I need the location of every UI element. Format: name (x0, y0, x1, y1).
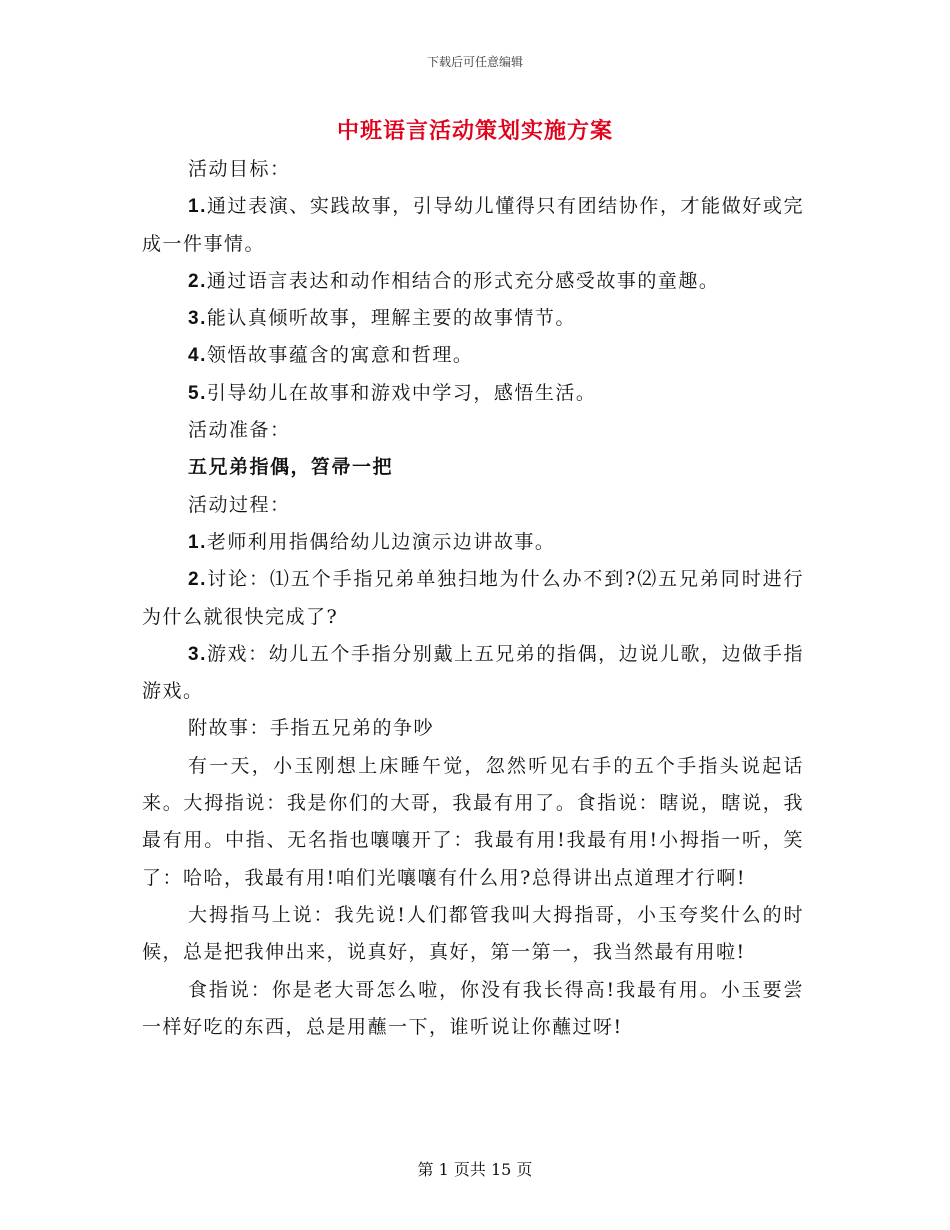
paragraph-goal-3 (142, 300, 804, 337)
paragraph-text: 有一天，小玉刚想上床睡午觉，忽然听见右手的五个手指头说起话来。大拇指说：我是你们的大哥，我最有用了。食指说：瞎说，瞎说，我最有用。中指、无名指也嚷嚷开了：我最有用!我最有用!小拇指一听，笑了：哈哈，我最有用!咱们光嚷嚷有什么用?总得讲出点道理才行啊! (142, 754, 804, 889)
paragraph-step-2 (142, 561, 804, 636)
paragraph-process-heading (142, 487, 804, 524)
paragraph-text: 领悟故事蕴含的寓意和哲理。 (206, 344, 474, 367)
paragraph-number: 5. (188, 382, 207, 404)
paragraph-goal-4 (142, 337, 804, 374)
paragraph-goal-1 (142, 188, 804, 263)
paragraph-text: 游戏：幼儿五个手指分别戴上五兄弟的指偶，边说儿歌，边做手指游戏。 (142, 642, 804, 703)
paragraph-text: 通过表演、实践故事，引导幼儿懂得只有团结协作，才能做好或完成一件事情。 (142, 195, 804, 255)
paragraph-number: 2. (188, 270, 207, 292)
paragraph-goal-2 (142, 263, 804, 300)
paragraph-text: 讨论：⑴五个手指兄弟单独扫地为什么办不到?⑵五兄弟同时进行为什么就很快完成了? (142, 568, 804, 628)
paragraph-text: 活动目标： (188, 158, 291, 180)
paragraph-text: 大拇指马上说：我先说!人们都管我叫大拇指哥，小玉夸奖什么的时候，总是把我伸出来，说真好，真好，第一第一，我当然最有用啦! (142, 903, 804, 964)
paragraph-story-2 (142, 897, 804, 972)
paragraph-text: 五兄弟指偶，笤帚一把 (188, 456, 394, 479)
paragraph-text: 活动准备： (188, 419, 291, 442)
paragraph-text: 附故事：手指五兄弟的争吵 (188, 717, 435, 740)
paragraph-preparation-heading (142, 412, 804, 449)
paragraph-goal-5 (142, 375, 804, 412)
paragraph-text: 通过语言表达和动作相结合的形式充分感受故事的童趣。 (206, 269, 720, 292)
document-body (142, 151, 804, 1046)
paragraph-text: 活动过程： (188, 493, 291, 516)
paragraph-step-1 (142, 524, 804, 561)
paragraph-step-3 (142, 636, 804, 711)
paragraph-materials (142, 449, 804, 486)
paragraph-story-1 (142, 748, 804, 897)
paragraph-number: 3. (188, 643, 207, 665)
paragraph-number: 3. (188, 308, 207, 330)
page-footer: 第 1 页共 15 页 (417, 1160, 533, 1179)
paragraph-story-3 (142, 972, 804, 1047)
document-title: 中班语言活动策划实施方案 (336, 118, 613, 144)
paragraph-text: 老师利用指偶给幼儿边演示边讲故事。 (206, 530, 556, 553)
paragraph-number: 2. (188, 569, 207, 591)
header-note: 下载后可任意编辑 (426, 55, 523, 69)
paragraph-number: 1. (188, 196, 207, 218)
paragraph-text: 能认真倾听故事，理解主要的故事情节。 (206, 307, 576, 330)
paragraph-text: 引导幼儿在故事和游戏中学习，感悟生活。 (206, 381, 597, 404)
paragraph-text: 食指说：你是老大哥怎么啦，你没有我长得高!我最有用。小玉要尝一样好吃的东西，总是用蘸一下，谁听说让你蘸过呀! (142, 978, 804, 1038)
paragraph-number: 4. (188, 345, 207, 367)
paragraph-story-heading (142, 710, 804, 747)
paragraph-number: 1. (188, 531, 207, 553)
paragraph-goals-heading (142, 151, 804, 188)
